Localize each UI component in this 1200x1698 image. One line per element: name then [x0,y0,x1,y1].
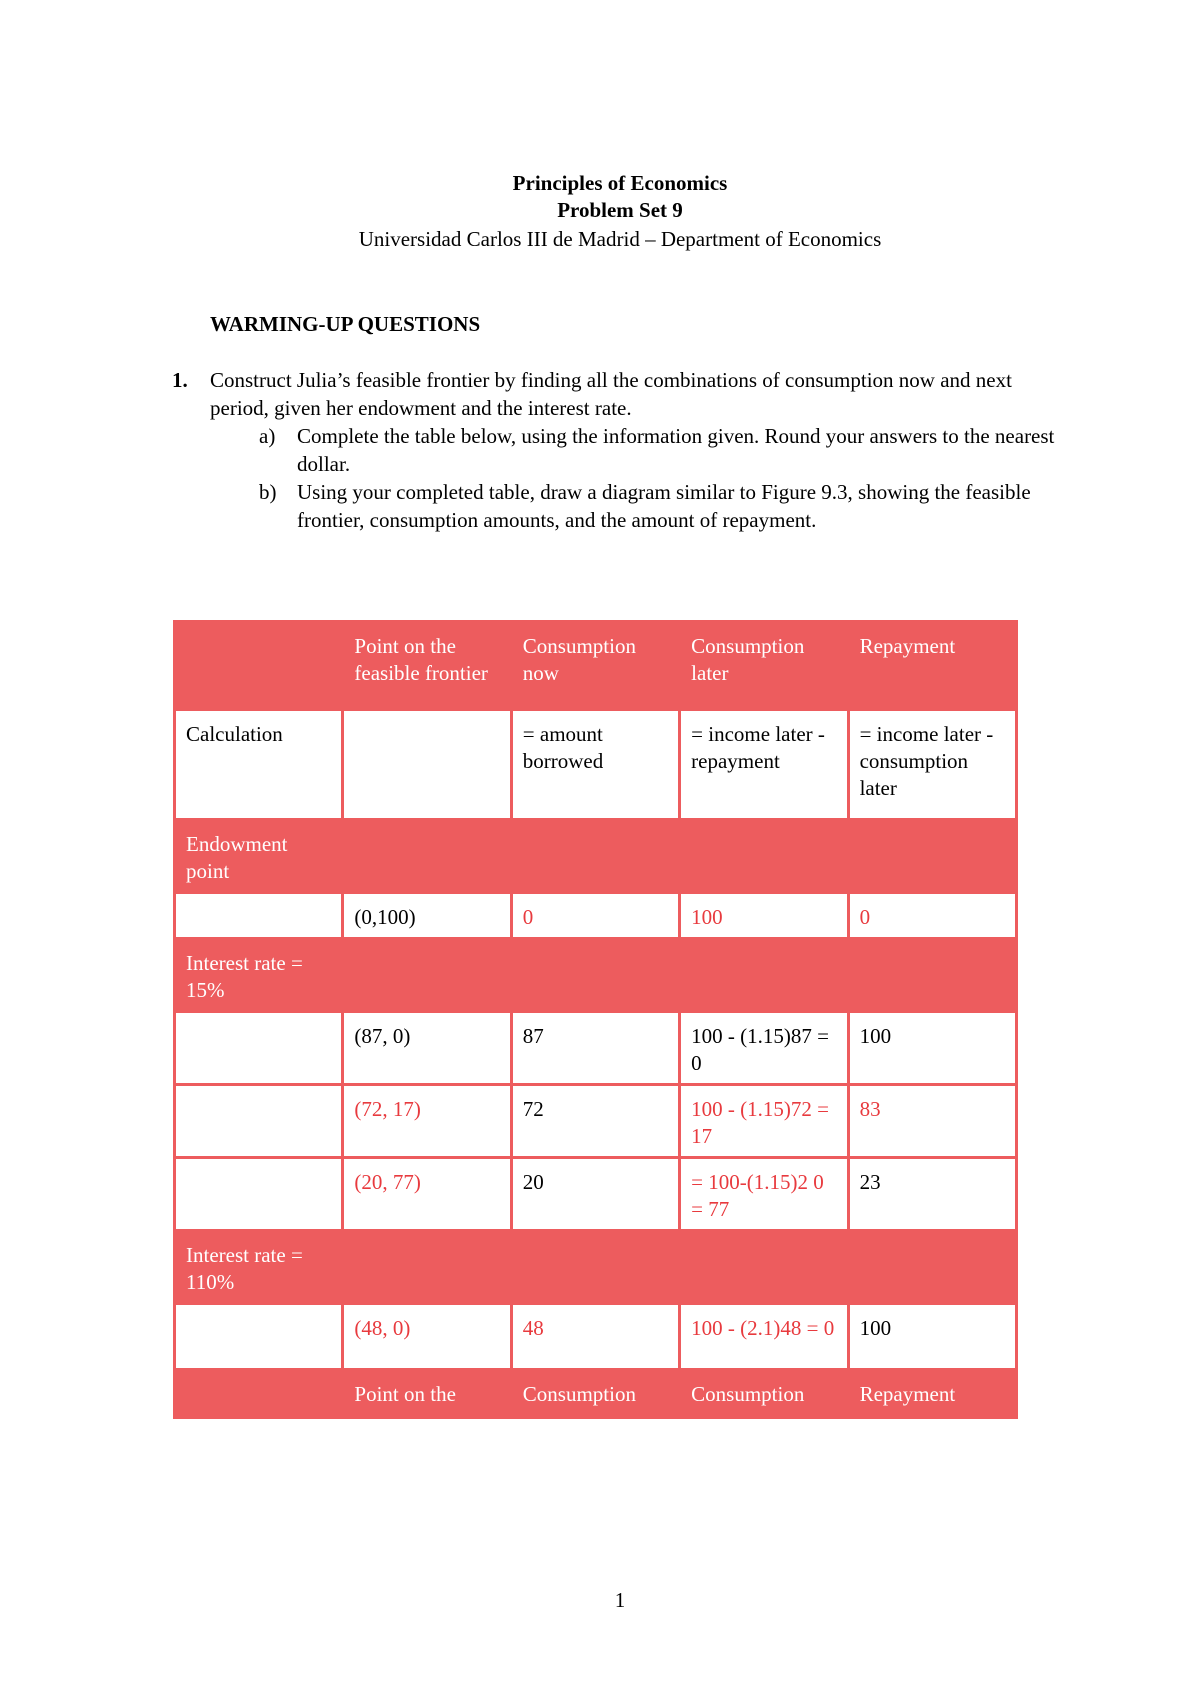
header-cell: Point on the [343,1370,511,1418]
table-cell: 100 [680,893,848,939]
question-text: Construct Julia’s feasible frontier by finding all the combinations of consumption now and next period, given her endowment and the interest rate. [210,368,1012,420]
table-cell: 100 - (1.15)72 = 17 [680,1085,848,1158]
table-row [175,1012,1017,1085]
interest-15-band [175,939,1017,1012]
band-label: Interest rate = 15% [175,939,343,1012]
question-part-a [259,422,1072,478]
table-footer-row [175,1370,1017,1418]
course-title: Principles of Economics [512,171,728,195]
table-cell: = income later - repayment [680,710,848,820]
header-cell: Point on the feasible frontier [343,622,511,710]
band-label: Interest rate = 110% [175,1231,343,1304]
table-cell [175,1012,343,1085]
table-cell: 100 - (2.1)48 = 0 [680,1304,848,1370]
question-part-b [259,478,1072,534]
table-cell: 100 [848,1304,1016,1370]
table-cell: Calculation [175,710,343,820]
table-cell: (72, 17) [343,1085,511,1158]
table-cell: (20, 77) [343,1158,511,1231]
part-label: b) [259,480,277,504]
table-cell [343,710,511,820]
table-row [175,1158,1017,1231]
table-cell: 0 [848,893,1016,939]
header-cell [175,622,343,710]
document-header [0,170,1200,254]
header-cell: Consumption [511,1370,679,1418]
table-cell: = amount borrowed [511,710,679,820]
institution-line: Universidad Carlos III de Madrid – Department of Economics [358,227,882,251]
header-cell: Consumption later [680,622,848,710]
table-header-row [175,622,1017,710]
feasible-frontier-table [173,620,1018,1419]
table-cell: 100 [848,1012,1016,1085]
section-title: WARMING-UP QUESTIONS [210,312,481,336]
part-text: Complete the table below, using the information given. Round your answers to the nearest dollar. [297,424,1055,476]
table-cell: = 100-(1.15)2 0 = 77 [680,1158,848,1231]
table-cell: (0,100) [343,893,511,939]
table-cell: 0 [511,893,679,939]
table-cell: = income later - consumption later [848,710,1016,820]
table-cell: 72 [511,1085,679,1158]
table-row [175,1085,1017,1158]
table-cell: (87, 0) [343,1012,511,1085]
table-cell: 20 [511,1158,679,1231]
table-row [175,893,1017,939]
header-cell: Repayment [848,1370,1016,1418]
interest-110-band [175,1231,1017,1304]
header-cell: Consumption [680,1370,848,1418]
page-number: 1 [614,1588,626,1612]
question-1 [172,366,1072,534]
table-cell: 100 - (1.15)87 = 0 [680,1012,848,1085]
table-cell: 87 [511,1012,679,1085]
problem-set-title: Problem Set 9 [557,198,683,222]
part-label: a) [259,424,276,448]
table-cell [175,1304,343,1370]
header-cell [175,1370,343,1418]
table-cell [175,893,343,939]
header-cell: Repayment [848,622,1016,710]
band-label: Endowment point [175,820,343,893]
table-cell: 83 [848,1085,1016,1158]
table-cell [175,1085,343,1158]
table-row [175,1304,1017,1370]
endowment-band [175,820,1017,893]
header-cell: Consumption now [511,622,679,710]
table-cell: (48, 0) [343,1304,511,1370]
part-text: Using your completed table, draw a diagram similar to Figure 9.3, showing the feasible frontier, consumption amounts, and the amount of repayment. [297,480,1031,532]
calculation-row [175,710,1017,820]
table-cell [175,1158,343,1231]
question-number: 1. [172,368,188,392]
table-cell: 23 [848,1158,1016,1231]
table-cell: 48 [511,1304,679,1370]
